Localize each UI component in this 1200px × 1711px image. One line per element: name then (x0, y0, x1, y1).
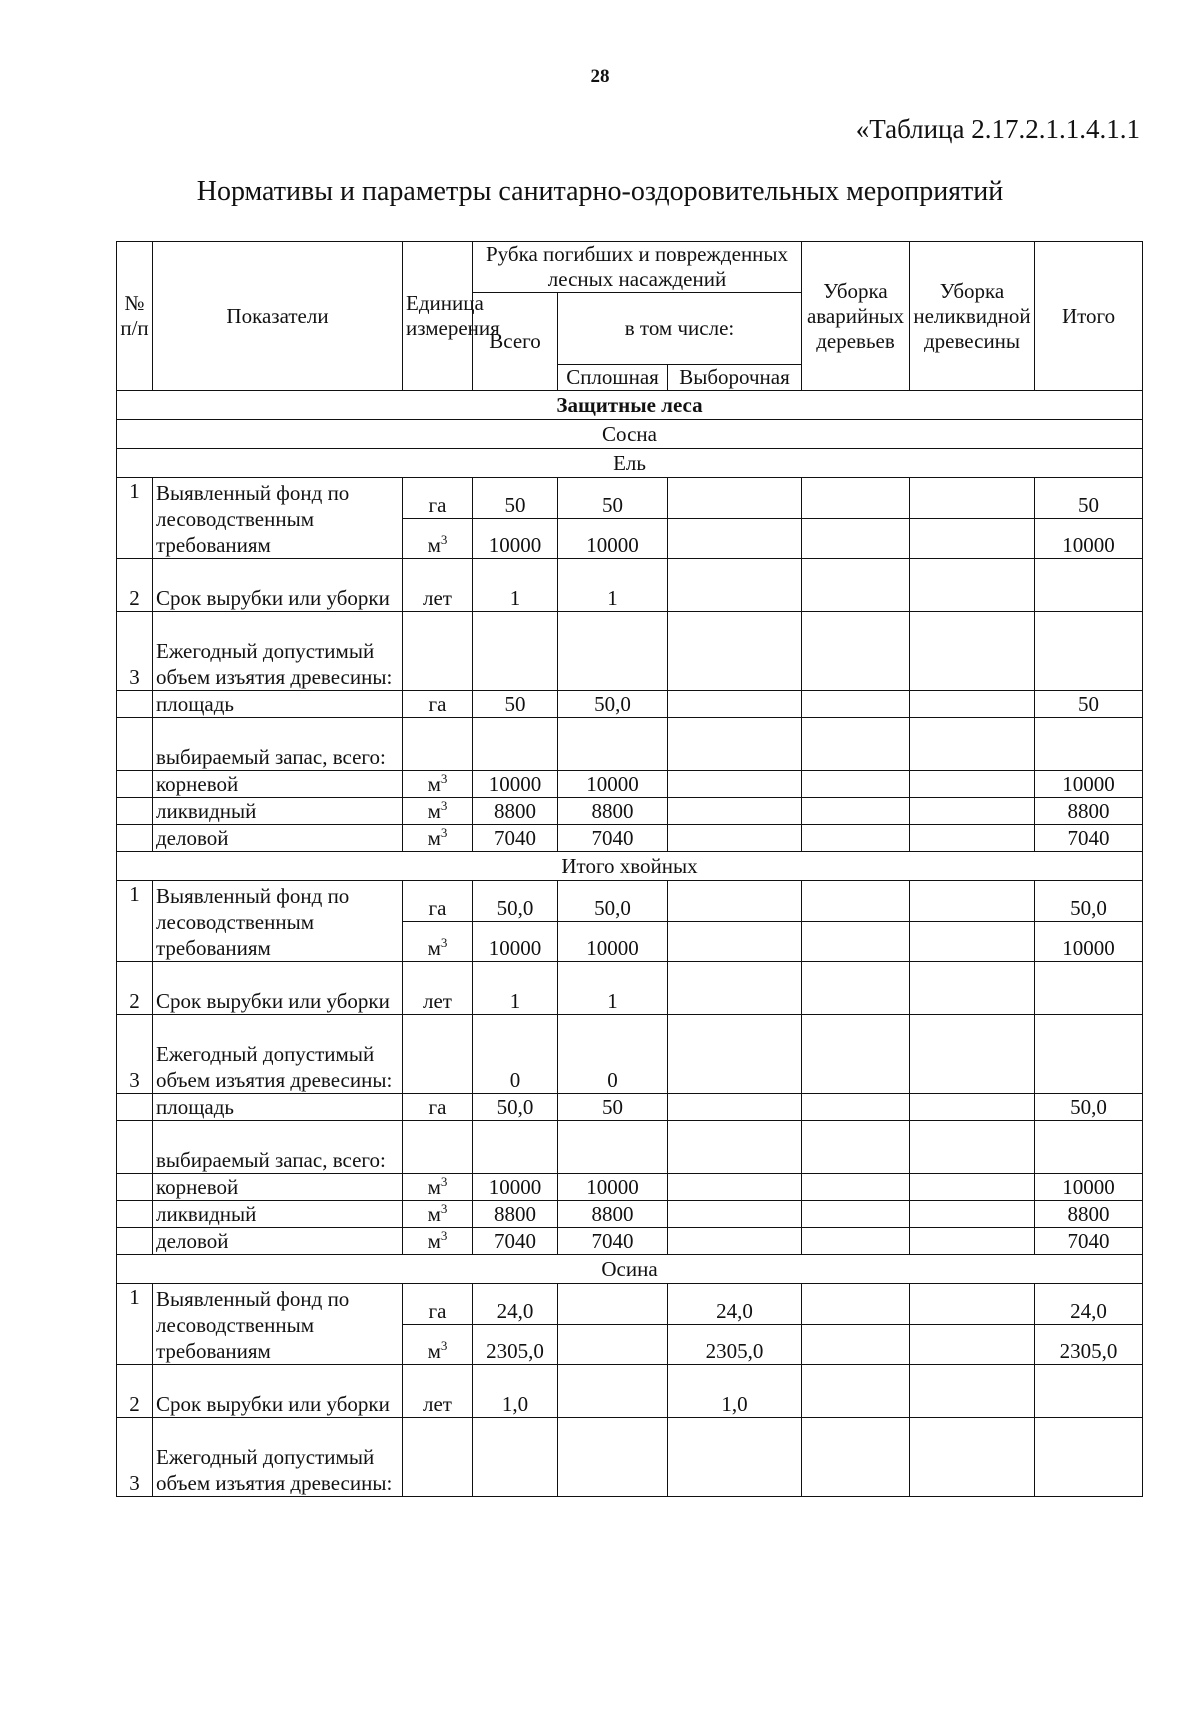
indicator-cell: площадь (153, 1094, 403, 1121)
unit-cell: лет (403, 559, 473, 612)
indicator-cell: выбираемый запас, всего: (153, 718, 403, 771)
table-row (117, 1365, 1143, 1418)
value-cell: 10000 (558, 771, 668, 798)
unit-cell: га (403, 1094, 473, 1121)
indicator-cell: ликвидный (153, 798, 403, 825)
value-cell: 1 (558, 962, 668, 1015)
value-cell: 50 (1035, 478, 1143, 519)
header-total: Всего (473, 293, 558, 391)
unit-cell: $м^3$ (403, 518, 473, 559)
page-number: 28 (590, 66, 610, 87)
table-row (117, 718, 1143, 771)
value-cell: 8800 (558, 1201, 668, 1228)
value-cell: 2305,0 (473, 1324, 558, 1365)
row-number: 3 (117, 1418, 153, 1497)
unit-cell: $м^3$ (403, 798, 473, 825)
value-cell: 1 (473, 962, 558, 1015)
value-cell: 50 (473, 691, 558, 718)
value-cell: 50,0 (473, 881, 558, 922)
unit-cell: $м^3$ (403, 1228, 473, 1255)
value-cell: 2305,0 (1035, 1324, 1143, 1365)
value-cell: 50 (473, 478, 558, 519)
table-row (117, 771, 1143, 798)
value-cell: 0 (558, 1015, 668, 1094)
indicator-cell: Выявленный фонд по лесоводственным требованиям (153, 881, 403, 962)
table-row (117, 612, 1143, 691)
row-number: 3 (117, 1015, 153, 1094)
section-aspen: Осина (117, 1255, 1143, 1284)
row-number: 2 (117, 962, 153, 1015)
section-spruce: Ель (117, 449, 1143, 478)
value-cell: 24,0 (1035, 1284, 1143, 1325)
table-row (117, 1284, 1143, 1325)
value-cell: 7040 (558, 825, 668, 852)
indicator-cell: Ежегодный допустимый объем изъятия древесины: (153, 612, 403, 691)
header-felling: Рубка погибших и поврежденных лесных насаждений (473, 242, 802, 293)
unit-cell: га (403, 478, 473, 519)
value-cell: 10000 (473, 771, 558, 798)
norms-table (116, 241, 1143, 1497)
header-clear: Сплошная (558, 365, 668, 391)
indicator-cell: ликвидный (153, 1201, 403, 1228)
value-cell: 50,0 (558, 881, 668, 922)
header-selective: Выборочная (668, 365, 802, 391)
indicator-cell: Выявленный фонд по лесоводственным требованиям (153, 1284, 403, 1365)
value-cell: 7040 (473, 825, 558, 852)
value-cell: 10000 (473, 1174, 558, 1201)
value-cell: 7040 (473, 1228, 558, 1255)
value-cell: 10000 (558, 921, 668, 962)
indicator-cell: площадь (153, 691, 403, 718)
unit-cell: $м^3$ (403, 1324, 473, 1365)
table-row (117, 1121, 1143, 1174)
value-cell: 10000 (1035, 1174, 1143, 1201)
value-cell: 8800 (1035, 1201, 1143, 1228)
table-row (117, 1418, 1143, 1497)
table-row (117, 478, 1143, 519)
value-cell: 1,0 (473, 1365, 558, 1418)
value-cell: 24,0 (668, 1284, 802, 1325)
indicator-cell: выбираемый запас, всего: (153, 1121, 403, 1174)
value-cell: 50 (1035, 691, 1143, 718)
value-cell: 0 (473, 1015, 558, 1094)
value-cell: 10000 (1035, 771, 1143, 798)
unit-cell: лет (403, 1365, 473, 1418)
value-cell: 10000 (558, 518, 668, 559)
unit-cell: $м^3$ (403, 825, 473, 852)
value-cell: 50,0 (1035, 881, 1143, 922)
value-cell: 50,0 (558, 691, 668, 718)
indicator-cell: Ежегодный допустимый объем изъятия древесины: (153, 1015, 403, 1094)
indicator-cell: Срок вырубки или уборки (153, 1365, 403, 1418)
table-row (117, 881, 1143, 922)
value-cell: 50,0 (1035, 1094, 1143, 1121)
table-row (117, 1228, 1143, 1255)
value-cell: 10000 (558, 1174, 668, 1201)
indicator-cell: Срок вырубки или уборки (153, 559, 403, 612)
value-cell: 50 (558, 478, 668, 519)
value-cell: 10000 (1035, 518, 1143, 559)
header-num: № п/п (117, 242, 153, 391)
indicator-cell: корневой (153, 1174, 403, 1201)
value-cell: 2305,0 (668, 1324, 802, 1365)
table-title: Нормативы и параметры санитарно-оздоровительных мероприятий (196, 176, 1004, 207)
value-cell: 8800 (1035, 798, 1143, 825)
header-unit: Единица измерения (403, 242, 473, 391)
value-cell: 10000 (1035, 921, 1143, 962)
unit-cell: га (403, 881, 473, 922)
section-protective: Защитные леса (117, 391, 1143, 420)
unit-cell: лет (403, 962, 473, 1015)
table-row (117, 1015, 1143, 1094)
header-including: в том числе: (558, 293, 802, 365)
section-pine: Сосна (117, 420, 1143, 449)
unit-cell: $м^3$ (403, 921, 473, 962)
row-number: 2 (117, 559, 153, 612)
header-illiquid: Уборка неликвидной древесины (910, 242, 1035, 391)
unit-cell: $м^3$ (403, 1201, 473, 1228)
value-cell: 8800 (473, 798, 558, 825)
table-row (117, 962, 1143, 1015)
unit-cell: га (403, 691, 473, 718)
unit-cell: га (403, 1284, 473, 1325)
row-number: 1 (117, 1284, 153, 1365)
indicator-cell: деловой (153, 825, 403, 852)
row-number: 3 (117, 612, 153, 691)
table-row (117, 1174, 1143, 1201)
unit-cell: $м^3$ (403, 771, 473, 798)
table-row (117, 691, 1143, 718)
table-row (117, 559, 1143, 612)
table-label: «Таблица 2.17.2.1.1.4.1.1 (855, 114, 1140, 144)
indicator-cell: деловой (153, 1228, 403, 1255)
value-cell: 1,0 (668, 1365, 802, 1418)
header-emergency: Уборка аварийных деревьев (802, 242, 910, 391)
value-cell: 1 (473, 559, 558, 612)
value-cell: 8800 (558, 798, 668, 825)
value-cell: 10000 (473, 921, 558, 962)
header-itogo: Итого (1035, 242, 1143, 391)
table-header (117, 242, 1143, 391)
indicator-cell: Ежегодный допустимый объем изъятия древесины: (153, 1418, 403, 1497)
table-row (117, 1094, 1143, 1121)
row-number: 1 (117, 881, 153, 962)
indicator-cell: Срок вырубки или уборки (153, 962, 403, 1015)
value-cell: 50,0 (473, 1094, 558, 1121)
table-row (117, 1201, 1143, 1228)
value-cell: 1 (558, 559, 668, 612)
value-cell: 7040 (1035, 1228, 1143, 1255)
value-cell: 7040 (558, 1228, 668, 1255)
indicator-cell: корневой (153, 771, 403, 798)
unit-cell: $м^3$ (403, 1174, 473, 1201)
row-number: 2 (117, 1365, 153, 1418)
row-number: 1 (117, 478, 153, 559)
section-conifers: Итого хвойных (117, 852, 1143, 881)
value-cell: 50 (558, 1094, 668, 1121)
value-cell: 24,0 (473, 1284, 558, 1325)
value-cell: 8800 (473, 1201, 558, 1228)
indicator-cell: Выявленный фонд по лесоводственным требованиям (153, 478, 403, 559)
table-row (117, 798, 1143, 825)
value-cell: 10000 (473, 518, 558, 559)
table-row (117, 825, 1143, 852)
value-cell: 7040 (1035, 825, 1143, 852)
header-indicator: Показатели (153, 242, 403, 391)
